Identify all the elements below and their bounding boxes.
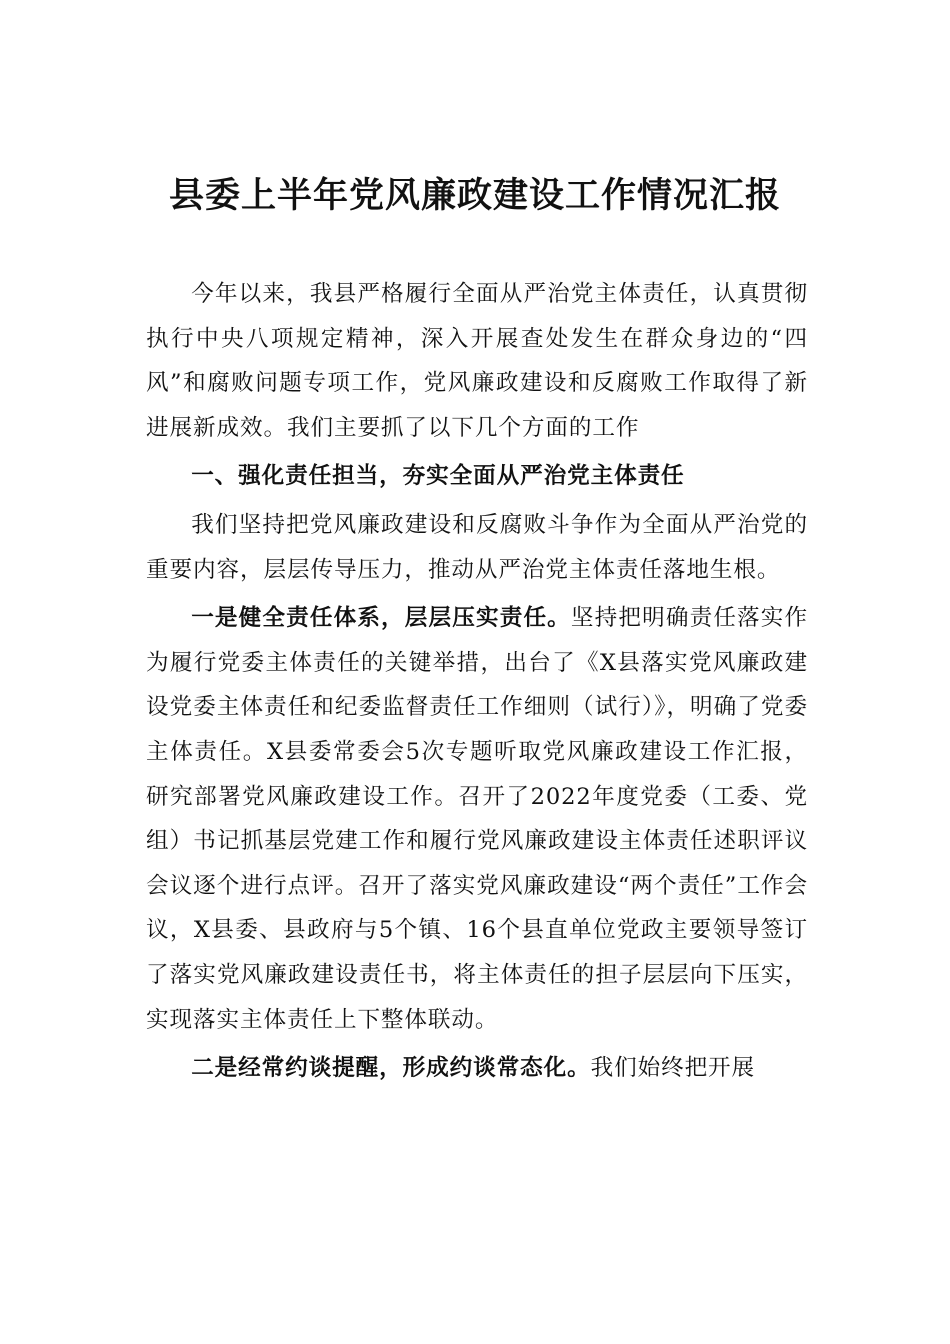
intro-paragraph: 今年以来，我县严格履行全面从严治党主体责任，认真贯彻执行中央八项规定精神，深入开展查处发生在群众身边的“四风”和腐败问题专项工作，党风廉政建设和反腐败工作取得了新进展新成效。我们主要抓了以下几个方面的工作: [146, 281, 809, 441]
point-two-lead: 二是经常约谈提醒，形成约谈常态化。: [191, 1055, 591, 1082]
point-one-paragraph: [146, 596, 808, 1042]
point-one-text: 坚持把明确责任落实作为履行党委主体责任的关键举措，出台了《X县落实党风廉政建设党委主体责任和纪委监督责任工作细则（试行）》，明确了党委主体责任。X县委常委会5次专题听取党风廉政建设工作汇报，研究部署党风廉政建设工作。召开了2022年度党委（工委、党组）书记抓基层党建工作和履行党风廉政建设主体责任述职评议会议逐个进行点评。召开了落实党风廉政建设“两个责任”工作会议，X县委、县政府与5个镇、16个县直单位党政主要领导签订了落实党风廉政建设责任书，将主体责任的担子层层向下压实，实现落实主体责任上下整体联动。: [146, 605, 809, 1033]
document-title: 县委上半年党风廉政建设工作情况汇报: [168, 175, 781, 216]
section-intro-paragraph: 我们坚持把党风廉政建设和反腐败斗争作为全面从严治党的重要内容，层层传导压力，推动从严治党主体责任落地生根。: [146, 511, 808, 583]
document-body: [146, 272, 808, 1091]
point-two-paragraph: [146, 1046, 808, 1091]
point-one-lead: 一是健全责任体系，层层压实责任。: [191, 605, 571, 632]
section-heading: 一、强化责任担当，夯实全面从严治党主体责任: [191, 463, 685, 490]
point-two-text: 我们始终把开展: [590, 1055, 756, 1082]
